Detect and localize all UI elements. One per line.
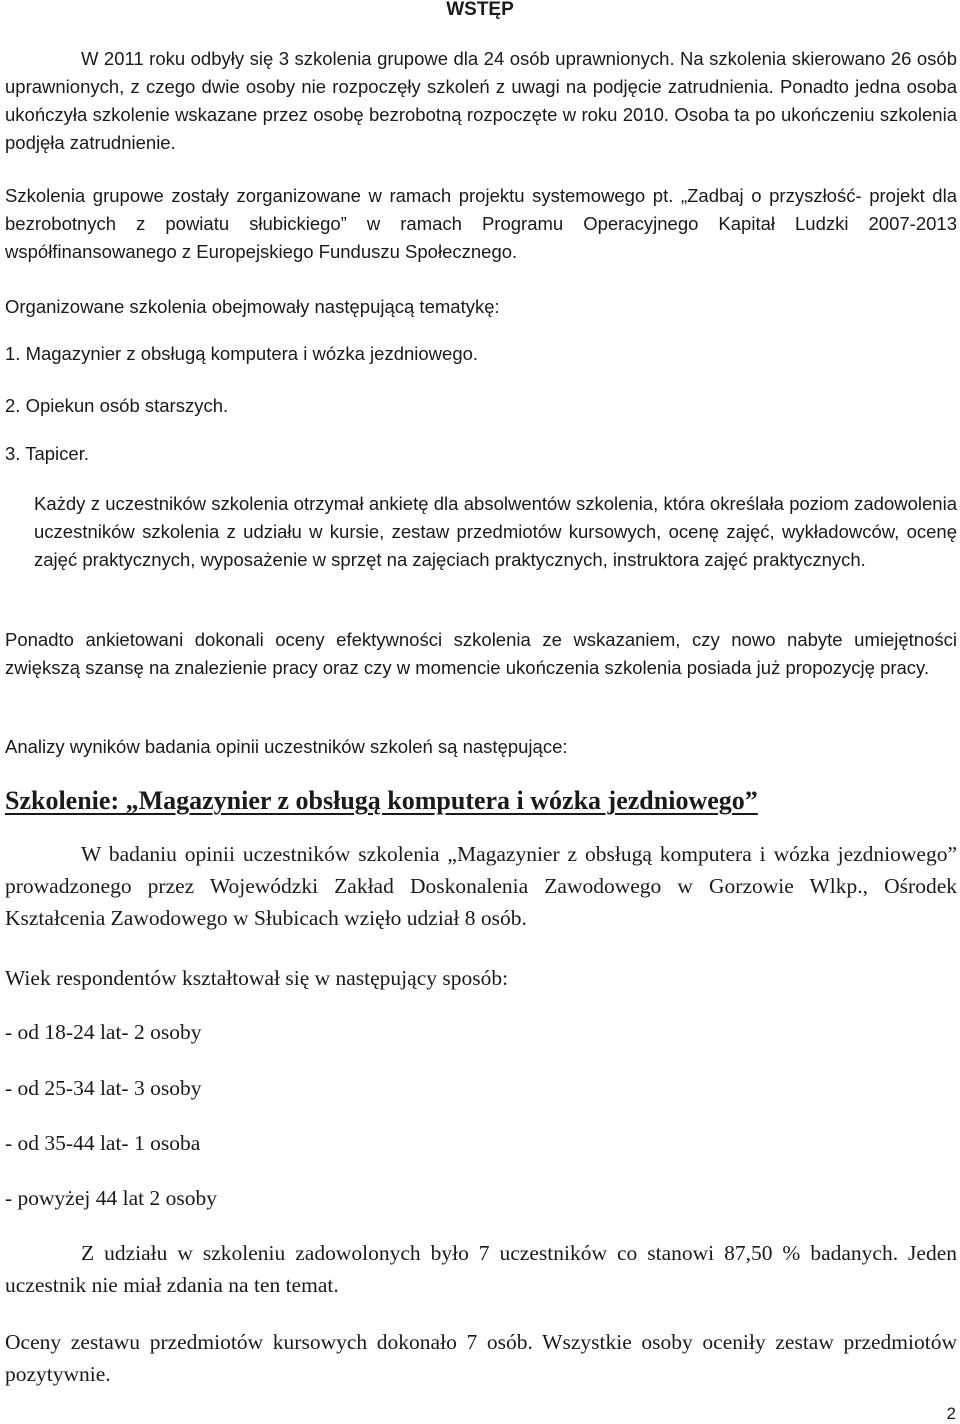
age-item: - powyżej 44 lat 2 osoby [5,1186,217,1210]
page-title: WSTĘP [446,0,514,20]
section-paragraph-1: W badaniu opinii uczestników szkolenia „Magazynier z obsługą komputera i wózka jezdniowego” prowadzonego przez Wojewódzki Zakład Doskonalenia Zawodowego w Gorzowie Wlkp., Ośrodek Kształcenia Zawodowego w Słubicach wzięło udział 8 osób. [5,842,957,930]
topic-item: 3. Tapicer. [5,443,89,464]
section-paragraph-2: Wiek respondentów kształtował się w następujący sposób: [5,966,509,990]
page-number: 2 [946,1404,956,1423]
topic-item: 1. Magazynier z obsługą komputera i wózka jezdniowego. [5,343,479,364]
age-item: - od 18-24 lat- 2 osoby [5,1020,202,1044]
section-paragraph-3: Z udziału w szkoleniu zadowolonych było 7 uczestników co stanowi 87,50 % badanych. Jeden uczestnik nie miał zdania na ten temat. [5,1241,957,1297]
intro-paragraph-3: Organizowane szkolenia obejmowały następującą tematykę: [5,296,500,317]
intro-paragraph-5: Ponadto ankietowani dokonali oceny efektywności szkolenia ze wskazaniem, czy nowo nabyte umiejętności zwiększą szansę na znalezienie pracy oraz czy w momencie ukończenia szkolenia posiada już propozycję pracy. [5,629,957,678]
section-paragraph-4: Oceny zestawu przedmiotów kursowych dokonało 7 osób. Wszystkie osoby oceniły zestaw przedmiotów pozytywnie. [5,1330,957,1386]
age-item: - od 25-34 lat- 3 osoby [5,1076,202,1100]
section-heading: Szkolenie: „Magazynier z obsługą komputera i wózka jezdniowego” [5,786,758,815]
intro-paragraph-6: Analizy wyników badania opinii uczestników szkoleń są następujące: [5,736,568,757]
topic-item: 2. Opiekun osób starszych. [5,395,229,416]
intro-paragraph-4: Każdy z uczestników szkolenia otrzymał ankietę dla absolwentów szkolenia, która określała poziom zadowolenia uczestników szkolenia z udziału w kursie, zestaw przedmiotów kursowych, ocenę zajęć, wykładowców, ocenę zajęć praktycznych, wyposażenie w sprzęt na zajęciach praktycznych, instruktora zajęć praktycznych. [34,493,957,570]
intro-paragraph-2: Szkolenia grupowe zostały zorganizowane w ramach projektu systemowego pt. „Zadbaj o przyszłość- projekt dla bezrobotnych z powiatu słubickiego” w ramach Programu Operacyjnego Kapitał Ludzki 2007-2013 współfinansowanego z Europejskiego Funduszu Społecznego. [5,185,957,262]
age-item: - od 35-44 lat- 1 osoba [5,1131,201,1155]
intro-paragraph-1: W 2011 roku odbyły się 3 szkolenia grupowe dla 24 osób uprawnionych. Na szkolenia skierowano 26 osób uprawnionych, z czego dwie osoby nie rozpoczęły szkoleń z uwagi na podjęcie zatrudnienia. Ponadto jedna osoba ukończyła szkolenie wskazane przez osobę bezrobotną rozpoczęte w roku 2010. Osoba ta po ukończeniu szkolenia podjęła zatrudnienie. [5,48,957,153]
